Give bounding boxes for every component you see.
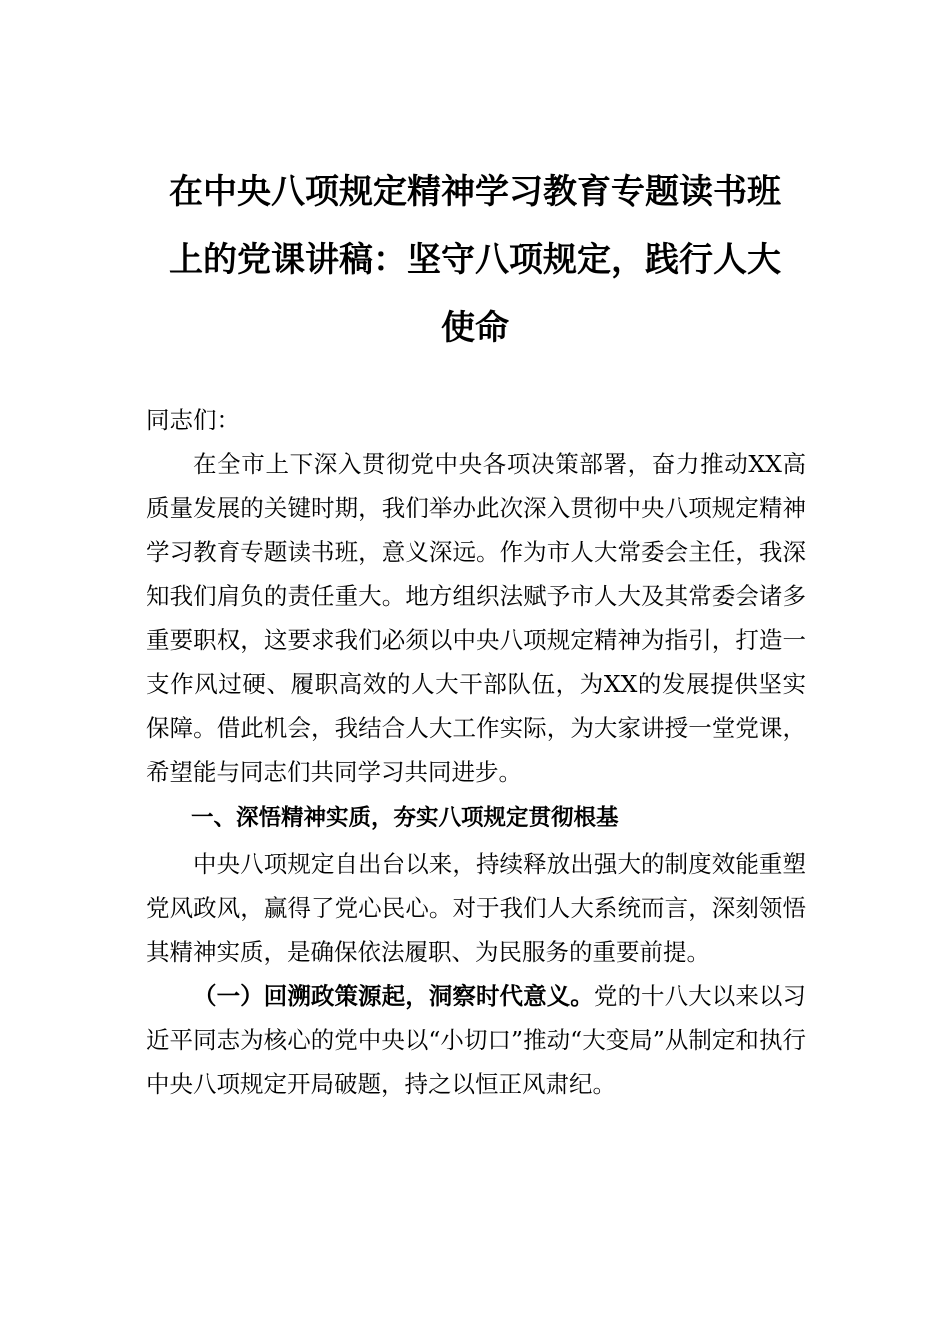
intro-paragraph: 在全市上下深入贯彻党中央各项决策部署，奋力推动XX高质量发展的关键时期，我们举办此次深入贯彻中央八项规定精神学习教育专题读书班，意义深远。作为市人大常委会主任，我深知我们肩负的责任重大。地方组织法赋予市人大及其常委会诸多重要职权，这要求我们必须以中央八项规定精神为指引，打造一支作风过硬、履职高效的人大干部队伍，为XX的发展提供坚实保障。借此机会，我结合人大工作实际，为大家讲授一堂党课，希望能与同志们共同学习共同进步。 <box>146 450 806 786</box>
section-heading-1: 一、深悟精神实质，夯实八项规定贯彻根基 <box>191 805 619 831</box>
salutation: 同志们： <box>146 406 240 434</box>
section-1-paragraph: 中央八项规定自出台以来，持续释放出强大的制度效能重塑党风政风，赢得了党心民心。对于我们人大系统而言，深刻领悟其精神实质，是确保依法履职、为民服务的重要前提。 <box>146 850 806 966</box>
document-title <box>150 158 800 362</box>
subsection-1-text: 党的十八大以来以习近平同志为核心的党中央以“小切口”推动“大变局”从制定和执行中央八项规定开局破题，持之以恒正风肃纪。 <box>146 982 806 1098</box>
title-line-2: 上的党课讲稿：坚守八项规定，践行人大 <box>169 240 781 280</box>
title-line-1: 在中央八项规定精神学习教育专题读书班 <box>169 172 781 212</box>
subsection-1-lead: （一）回溯政策源起，洞察时代意义。 <box>193 982 594 1010</box>
title-line-3: 使命 <box>441 308 509 348</box>
subsection-1-paragraph <box>146 974 806 1106</box>
document-body <box>146 398 806 1106</box>
